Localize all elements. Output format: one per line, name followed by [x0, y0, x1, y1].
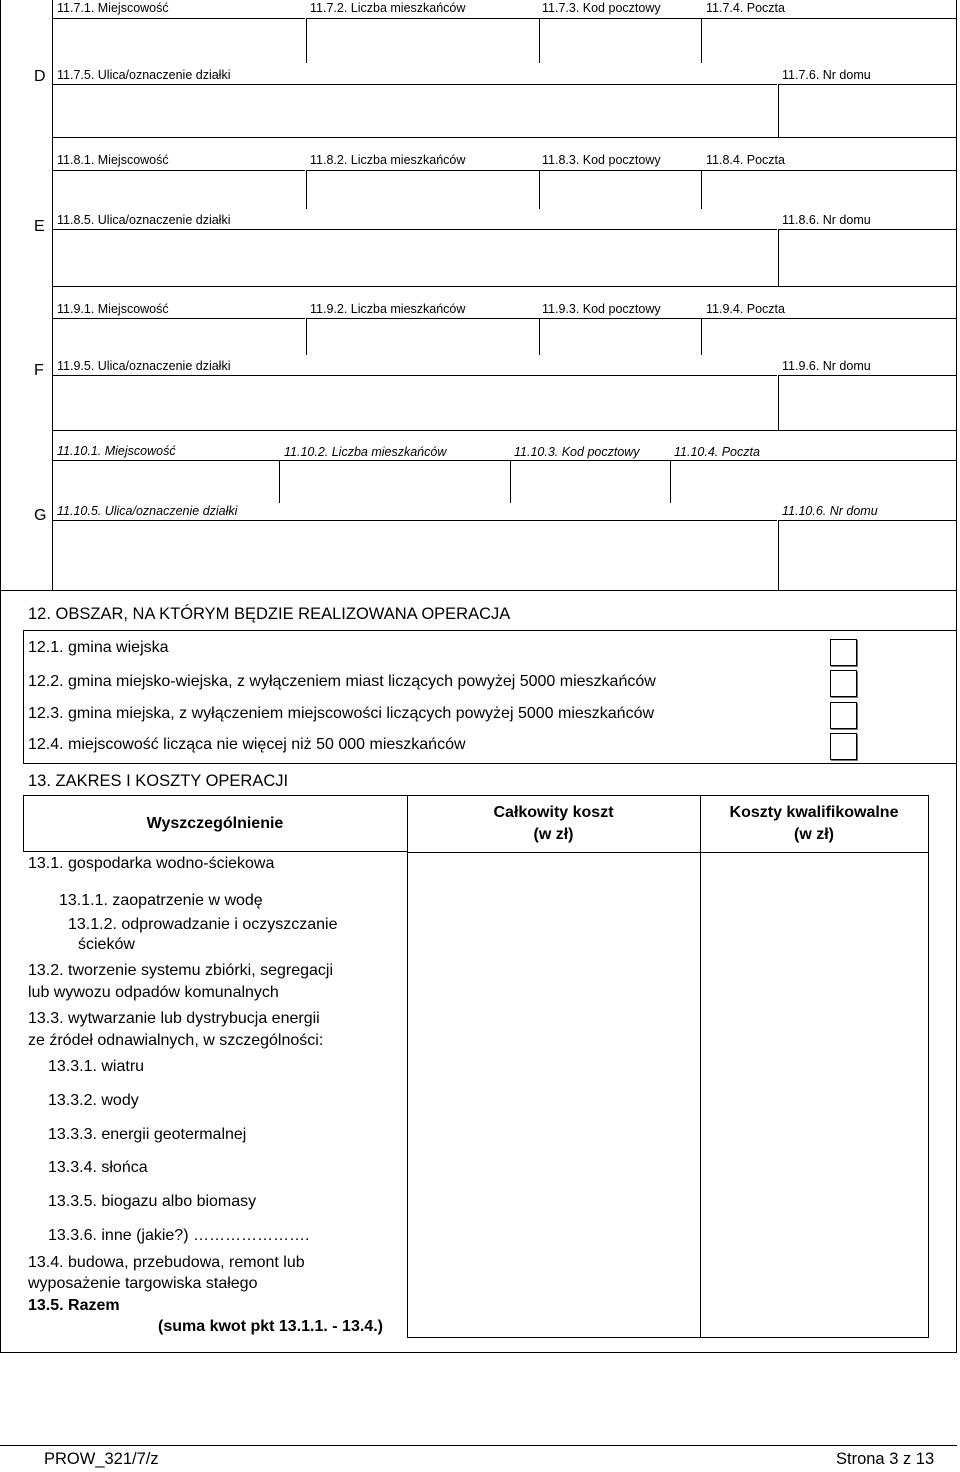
cost-row-label: 13.3.3. energii geotermalnej — [48, 1126, 247, 1143]
field-label-kod-pocztowy: 11.8.3. Kod pocztowy — [542, 153, 661, 167]
field-label-nr-domu: 11.8.6. Nr domu — [782, 213, 871, 227]
poczta-input[interactable] — [671, 460, 956, 503]
liczba-mieszkancow-input[interactable] — [306, 318, 540, 355]
field-label-miejscowosc: 11.7.1. Miejscowość — [57, 1, 169, 15]
field-label-miejscowosc: 11.9.1. Miejscowość — [57, 302, 169, 316]
kod-pocztowy-input[interactable] — [509, 460, 671, 503]
kod-pocztowy-input[interactable] — [538, 318, 702, 355]
area-option-label: 12.1. gmina wiejska — [28, 639, 169, 656]
cost-row-label: 13.3.6. inne (jakie?) …………………. — [48, 1227, 310, 1244]
cost-row-label: 13.4. budowa, przebudowa, remont lub — [28, 1254, 305, 1271]
field-label-liczba-mieszkancow: 11.7.2. Liczba mieszkańców — [310, 1, 466, 15]
nr-domu-input[interactable] — [778, 375, 957, 430]
field-label-nr-domu: 11.10.6. Nr domu — [782, 504, 878, 518]
ulica-input[interactable] — [52, 520, 777, 591]
field-label-miejscowosc: 11.10.1. Miejscowość — [57, 444, 176, 458]
footer-page-number: Strona 3 z 13 — [836, 1450, 935, 1468]
field-label-ulica: 11.9.5. Ulica/oznaczenie działki — [57, 359, 231, 373]
cost-row-label: 13.3.2. wody — [48, 1092, 139, 1109]
area-option-checkbox[interactable] — [830, 702, 857, 729]
poczta-input[interactable] — [702, 318, 956, 355]
cost-row-label: ścieków — [78, 936, 135, 953]
liczba-mieszkancow-input[interactable] — [306, 170, 540, 209]
cost-row-label: 13.3.1. wiatru — [48, 1058, 145, 1075]
nr-domu-input[interactable] — [778, 84, 957, 137]
area-option-checkbox[interactable] — [830, 639, 857, 666]
field-label-ulica: 11.7.5. Ulica/oznaczenie działki — [57, 68, 231, 82]
calkowity-koszt-column[interactable] — [408, 853, 700, 1337]
field-label-nr-domu: 11.7.6. Nr domu — [782, 68, 871, 82]
cost-row-label: ze źródeł odnawialnych, w szczególności: — [28, 1032, 324, 1049]
area-option-label: 12.3. gmina miejska, z wyłączeniem miejscowości liczących powyżej 5000 mieszkańców — [28, 705, 655, 722]
cost-row-label: 13.2. tworzenie systemu zbiórki, segregacji — [28, 962, 334, 979]
area-option-checkbox[interactable] — [830, 733, 857, 760]
liczba-mieszkancow-input[interactable] — [279, 460, 511, 503]
cost-row-label: 13.3.5. biogazu albo biomasy — [48, 1193, 257, 1210]
block-letter: F — [34, 362, 44, 379]
koszty-kwalifikowalne-column[interactable] — [701, 853, 928, 1337]
field-label-poczta: 11.10.4. Poczta — [674, 445, 760, 459]
section-13-title: 13. ZAKRES I KOSZTY OPERACJI — [28, 772, 289, 790]
ulica-input[interactable] — [52, 84, 777, 137]
field-label-ulica: 11.10.5. Ulica/oznaczenie działki — [57, 504, 238, 518]
field-label-poczta: 11.7.4. Poczta — [706, 1, 785, 15]
field-label-kod-pocztowy: 11.10.3. Kod pocztowy — [514, 445, 640, 459]
footer-doc-code: PROW_321/7/z — [44, 1450, 159, 1468]
cost-row-label: 13.1. gospodarka wodno-ściekowa — [28, 855, 275, 872]
area-option-checkbox[interactable] — [830, 670, 857, 697]
miejscowosc-input[interactable] — [52, 318, 305, 355]
cost-row-label: wyposażenie targowiska stałego — [28, 1275, 258, 1292]
cost-row-label: 13.3. wytwarzanie lub dystrybucja energii — [28, 1010, 320, 1027]
field-label-miejscowosc: 11.8.1. Miejscowość — [57, 153, 169, 167]
nr-domu-input[interactable] — [778, 229, 957, 286]
kod-pocztowy-input[interactable] — [538, 18, 702, 63]
block-letter: G — [34, 507, 47, 524]
column-header-calkowity-koszt — [407, 802, 700, 846]
field-label-poczta: 11.9.4. Poczta — [706, 302, 785, 316]
cost-row-label-total: 13.5. Razem — [28, 1297, 120, 1314]
cost-row-label-total: (suma kwot pkt 13.1.1. - 13.4.) — [158, 1318, 383, 1335]
cost-row-label: 13.1.2. odprowadzanie i oczyszczanie — [68, 916, 338, 933]
field-label-liczba-mieszkancow: 11.10.2. Liczba mieszkańców — [284, 445, 447, 459]
miejscowosc-input[interactable] — [52, 18, 305, 63]
column-header-koszty-kwalifikowalne — [700, 802, 928, 846]
nr-domu-input[interactable] — [778, 520, 957, 591]
field-label-liczba-mieszkancow: 11.8.2. Liczba mieszkańców — [310, 153, 466, 167]
column-header-line: (w zł) — [794, 826, 834, 843]
cost-row-label: lub wywozu odpadów komunalnych — [28, 984, 279, 1001]
block-letter: D — [34, 68, 46, 85]
field-label-liczba-mieszkancow: 11.9.2. Liczba mieszkańców — [310, 302, 466, 316]
column-header-line: Całkowity koszt — [493, 804, 614, 821]
poczta-input[interactable] — [702, 18, 956, 63]
ulica-input[interactable] — [52, 375, 777, 430]
field-label-nr-domu: 11.9.6. Nr domu — [782, 359, 871, 373]
poczta-input[interactable] — [702, 170, 956, 209]
miejscowosc-input[interactable] — [52, 170, 305, 209]
field-label-ulica: 11.8.5. Ulica/oznaczenie działki — [57, 213, 231, 227]
column-header-wyszczegolnienie: Wyszczególnienie — [146, 815, 284, 832]
liczba-mieszkancow-input[interactable] — [306, 18, 540, 63]
cost-row-label: 13.3.4. słońca — [48, 1159, 148, 1176]
kod-pocztowy-input[interactable] — [538, 170, 702, 209]
section-12-title: 12. OBSZAR, NA KTÓRYM BĘDZIE REALIZOWANA OPERACJA — [28, 605, 511, 623]
cost-row-label: 13.1.1. zaopatrzenie w wodę — [59, 892, 263, 909]
miejscowosc-input[interactable] — [52, 460, 279, 503]
area-option-label: 12.4. miejscowość licząca nie więcej niż 50 000 mieszkańców — [28, 736, 466, 753]
field-label-poczta: 11.8.4. Poczta — [706, 153, 785, 167]
ulica-input[interactable] — [52, 229, 777, 286]
block-letter: E — [34, 218, 45, 235]
column-header-line: Koszty kwalifikowalne — [729, 804, 899, 821]
area-option-label: 12.2. gmina miejsko-wiejska, z wyłączeniem miast liczących powyżej 5000 mieszkańców — [28, 673, 656, 690]
field-label-kod-pocztowy: 11.7.3. Kod pocztowy — [542, 1, 661, 15]
column-header-line: (w zł) — [533, 826, 574, 843]
field-label-kod-pocztowy: 11.9.3. Kod pocztowy — [542, 302, 661, 316]
